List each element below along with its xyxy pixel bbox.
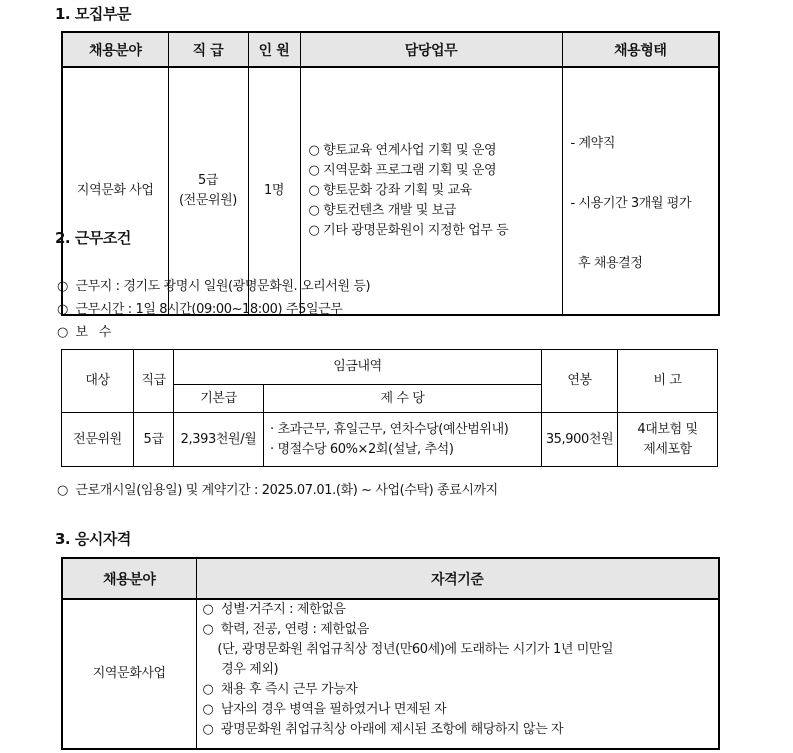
section-2-title: 2. 근무조건	[55, 229, 131, 247]
target-cell: 전문위원	[62, 413, 134, 467]
criteria-item: ○ 성별·거주지 : 제한없음	[202, 602, 346, 617]
employment-item: 후 채용결정	[570, 256, 643, 271]
annual-salary-cell: 35,900천원	[542, 413, 618, 467]
criteria-item: ○ 남자의 경우 병역을 필하였거나 면제된 자	[202, 702, 447, 717]
employment-item: - 계약직	[570, 136, 615, 151]
header-target: 대상	[62, 350, 134, 413]
criteria-item: ○ 채용 후 즉시 근무 가능자	[202, 682, 358, 697]
work-location: ○ 근무지 : 경기도 광명시 일원(광명문화원. 오리서원 등)	[57, 279, 371, 294]
table-header-row	[62, 558, 719, 599]
duty-item: ○ 향토문화 강좌 기획 및 교육	[308, 183, 472, 198]
employment-item: - 시용기간 3개월 평가	[570, 196, 692, 211]
header-allowances: 제 수 당	[264, 385, 542, 413]
base-pay-cell: 2,393천원/월	[174, 413, 264, 467]
header-criteria: 자격기준	[196, 558, 719, 599]
duty-item: ○ 기타 광명문화원이 지정한 업무 등	[308, 223, 509, 238]
header-employment-type: 채용형태	[562, 32, 719, 67]
criteria-cell	[196, 599, 719, 749]
grade-title: (전문위원)	[179, 193, 237, 208]
header-field: 채용분야	[62, 558, 196, 599]
table-row	[62, 599, 719, 749]
note-cell	[618, 413, 718, 467]
employment-cell	[562, 67, 719, 315]
allowances-cell	[264, 413, 542, 467]
duty-item: ○ 향토교육 연계사업 기획 및 운영	[308, 143, 497, 158]
header-grade: 직 급	[168, 32, 248, 67]
header-grade: 직급	[134, 350, 174, 413]
grade-value: 5급	[197, 173, 219, 188]
field-cell: 지역문화 사업	[62, 67, 168, 315]
count-cell: 1명	[248, 67, 300, 315]
header-base-pay: 기본급	[174, 385, 264, 413]
salary-table	[61, 349, 718, 467]
criteria-item: ○ 학력, 전공, 연령 : 제한없음	[202, 622, 369, 637]
allowance-item: · 명절수당 60%×2회(설날, 추석)	[270, 441, 454, 457]
header-duties: 담당업무	[300, 32, 562, 67]
note-line: 4대보험 및	[637, 421, 698, 437]
criteria-item: 경우 제외)	[202, 662, 279, 677]
field-cell: 지역문화사업	[62, 599, 196, 749]
section-1-title: 1. 모집부문	[55, 5, 131, 23]
criteria-item: (단, 광명문화원 취업규칙상 정년(만60세)에 도래하는 시기가 1년 미만일	[202, 642, 614, 657]
salary-label: ○ 보 수	[57, 325, 111, 340]
contract-period: ○ 근로개시일(임용일) 및 계약기간 : 2025.07.01.(화) ~ 사업(수탁) 종료시까지	[57, 483, 498, 498]
table-header-row	[62, 32, 719, 67]
duty-item: ○ 향토컨텐츠 개발 및 보급	[308, 203, 456, 218]
header-wage-details: 임금내역	[174, 350, 542, 385]
allowance-item: · 초과근무, 휴일근무, 연차수당(예산범위내)	[270, 421, 509, 437]
table-row	[62, 413, 718, 467]
section-3-title: 3. 응시자격	[55, 530, 131, 548]
work-hours: ○ 근무시간 : 1일 8시간(09:00~18:00) 주5일근무	[57, 302, 343, 317]
header-count: 인 원	[248, 32, 300, 67]
table-header-row	[62, 350, 718, 385]
grade-cell: 5급	[134, 413, 174, 467]
header-note: 비 고	[618, 350, 718, 413]
qualification-table	[61, 557, 720, 750]
recruitment-table	[61, 31, 720, 316]
criteria-item: ○ 광명문화원 취업규칙상 아래에 제시된 조항에 해당하지 않는 자	[202, 722, 564, 737]
header-annual-salary: 연봉	[542, 350, 618, 413]
header-field: 채용분야	[62, 32, 168, 67]
note-line: 제세포함	[643, 441, 692, 457]
duty-item: ○ 지역문화 프로그램 기획 및 운영	[308, 163, 497, 178]
